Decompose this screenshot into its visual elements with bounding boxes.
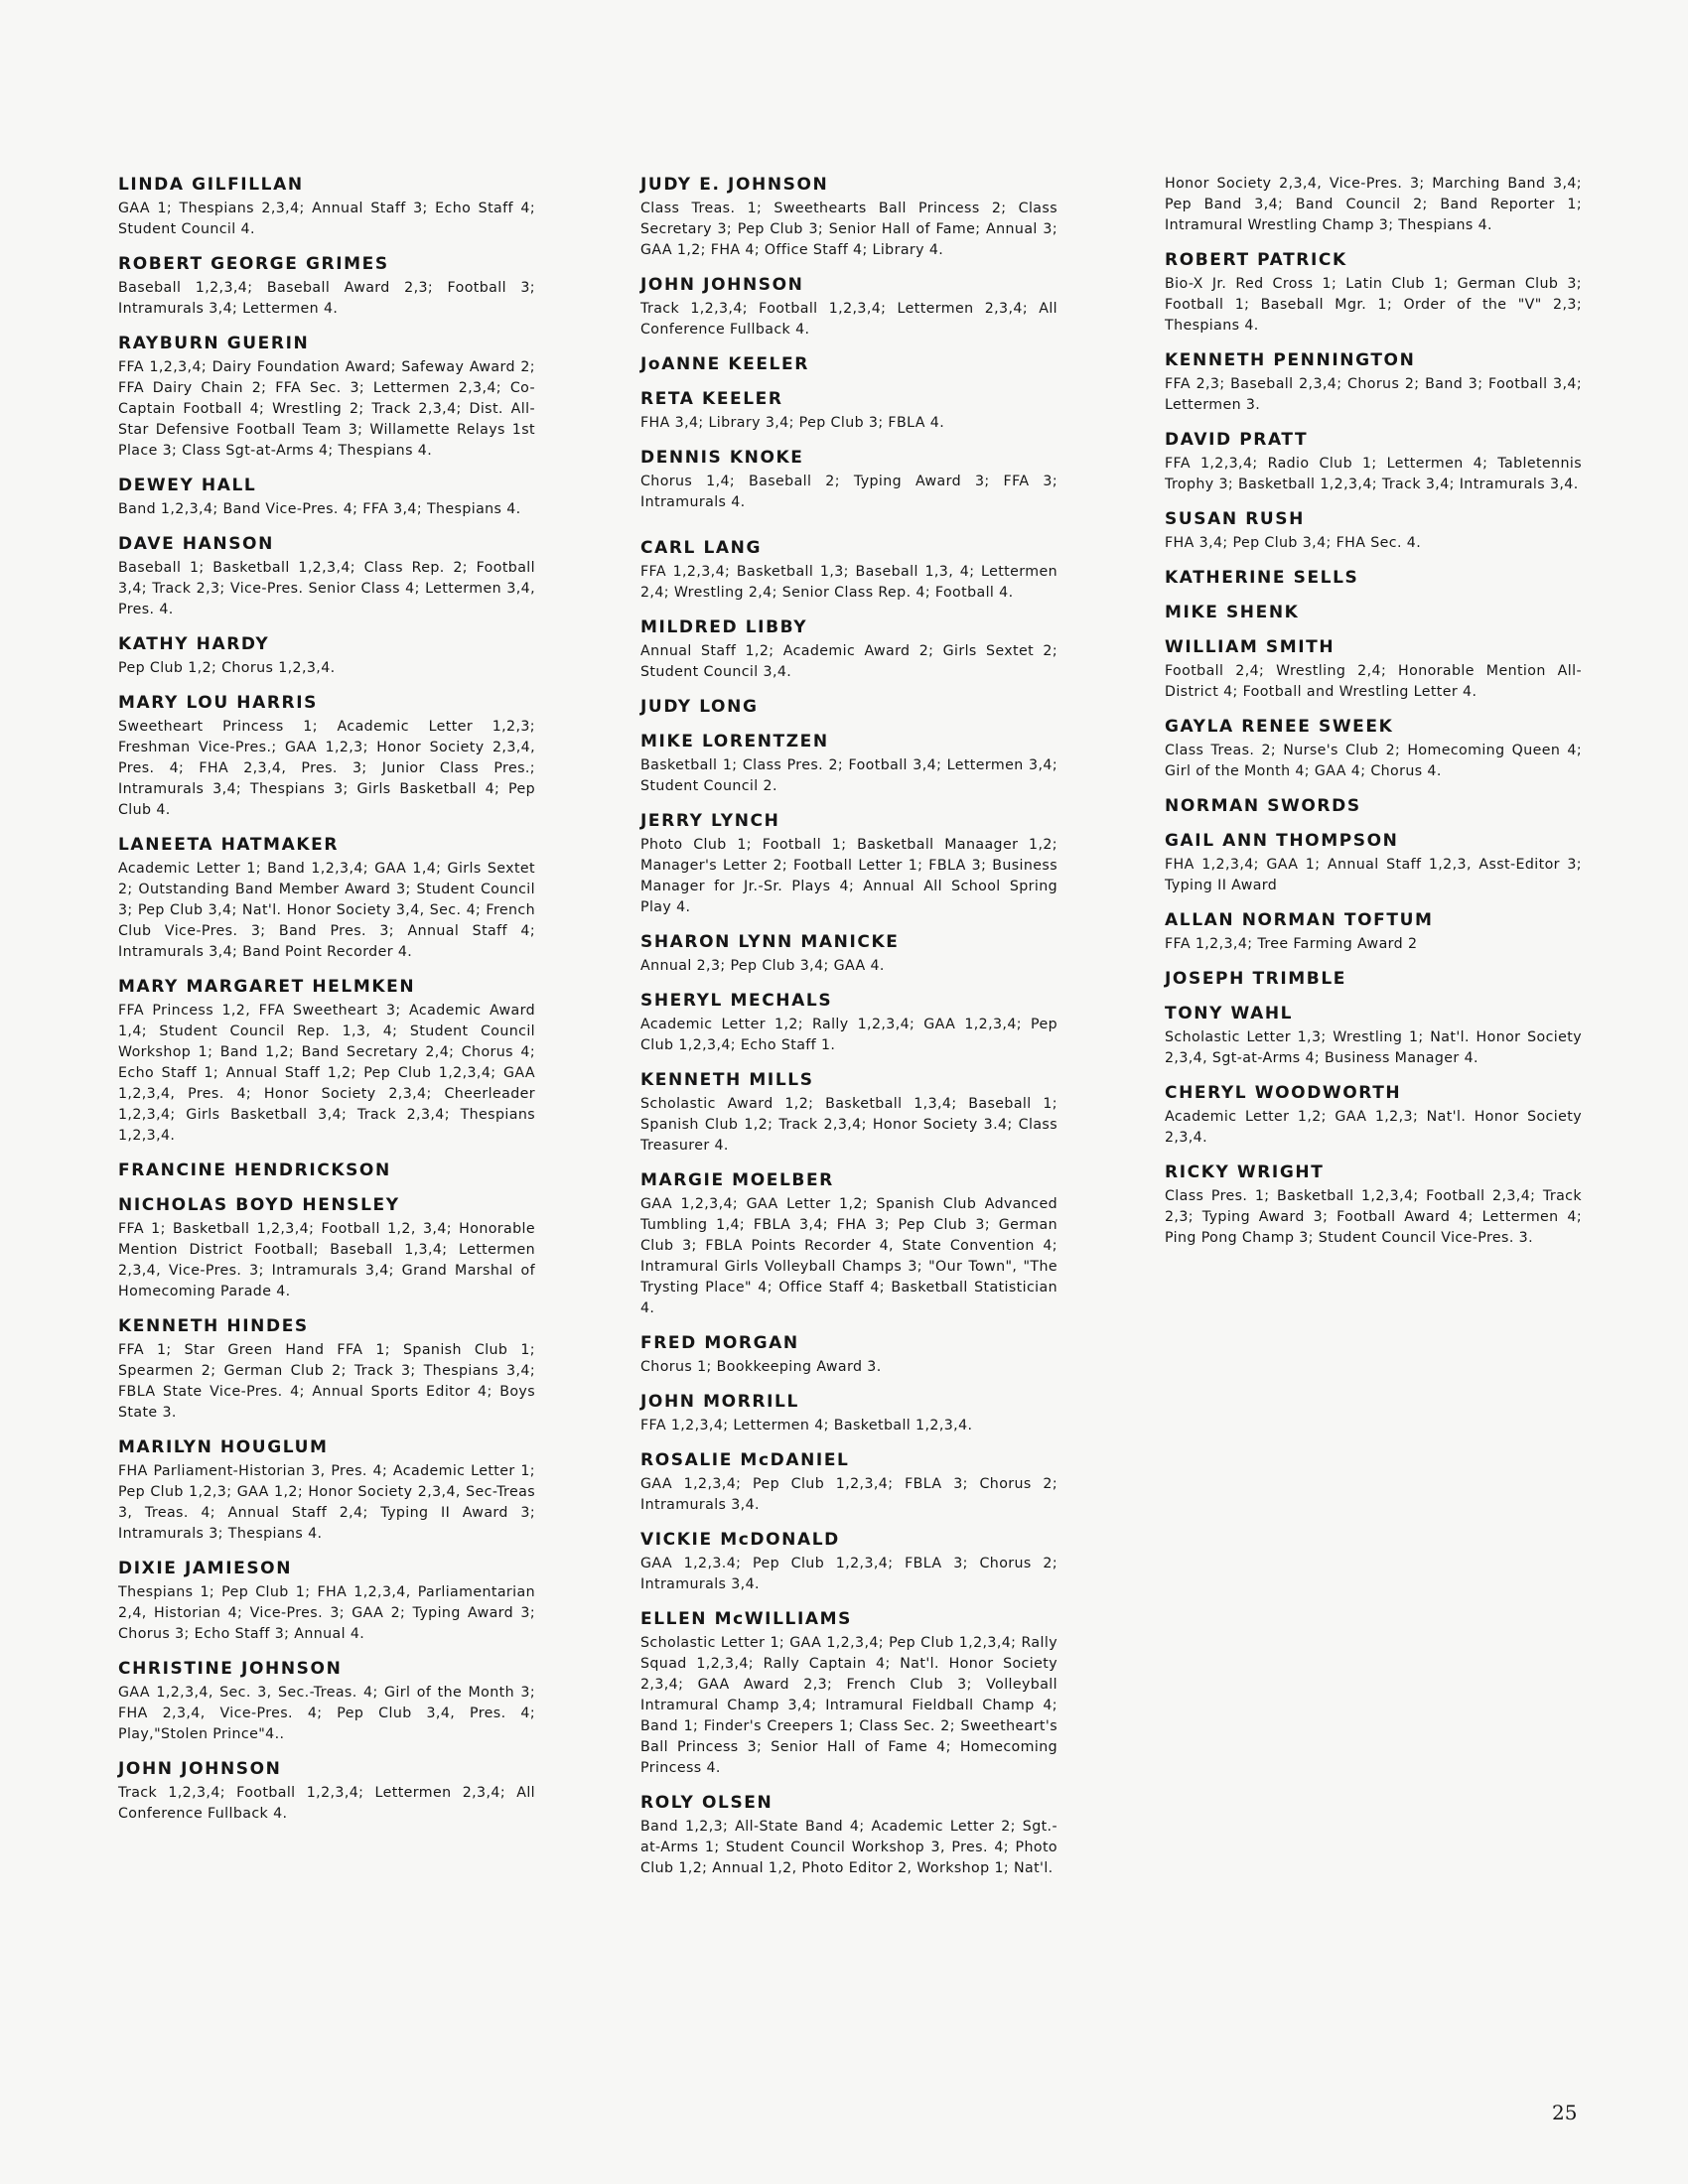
senior-activities: FFA Princess 1,2, FFA Sweetheart 3; Academic Award 1,4; Student Council Rep. 1,3, 4; Student Council Workshop 1; Band 1,2; Band Secretary 2,4; Chorus 4; Echo Staff 1; Annual Staff 1,2; Pep Club 1,2,3,4; GAA 1,2,3,4, Pres. 4; Honor Society 2,3,4; Cheerleader 1,2,3,4; Girls Basketball 3,4; Track 2,3,4; Thespians 1,2,3,4.: [118, 1003, 535, 1144]
senior-entry: [640, 810, 1057, 918]
senior-entry: [118, 1315, 535, 1424]
senior-activities: Track 1,2,3,4; Football 1,2,3,4; Lettermen 2,3,4; All Conference Fullback 4.: [118, 1785, 535, 1822]
senior-activities: Pep Club 1,2; Chorus 1,2,3,4.: [118, 660, 336, 676]
senior-name: JUDY E. JOHNSON: [640, 175, 829, 195]
senior-activities: GAA 1,2,3,4; Pep Club 1,2,3,4; FBLA 3; Chorus 2; Intramurals 3,4.: [640, 1476, 1057, 1513]
senior-name: JOHN JOHNSON: [640, 275, 804, 295]
senior-activities: GAA 1,2,3,4; GAA Letter 1,2; Spanish Club Advanced Tumbling 1,4; FBLA 3,4; FHA 3; Pep Club 3; German Club 3; FBLA Points Recorder 4, State Convention 4; Intramural Girls Volleyball Champs 3; "Our Town", "The Trysting Place" 4; Office Staff 4; Basketball Statistician 4.: [640, 1196, 1057, 1316]
senior-entry: [640, 353, 1057, 375]
senior-entry: [640, 1608, 1057, 1779]
senior-activities: FFA 2,3; Baseball 2,3,4; Chorus 2; Band 3; Football 3,4; Lettermen 3.: [1165, 376, 1582, 413]
senior-name: ELLEN McWILLIAMS: [640, 1609, 853, 1629]
senior-name: JoANNE KEELER: [640, 354, 809, 374]
senior-activities: Photo Club 1; Football 1; Basketball Manaager 1,2; Manager's Letter 2; Football Letter 1; FBLA 3; Business Manager for Jr.-Sr. Plays 4; Annual All School Spring Play 4.: [640, 837, 1057, 915]
senior-name: FRANCINE HENDRICKSON: [118, 1160, 391, 1180]
senior-entry: [118, 976, 535, 1147]
senior-name: MARGIE MOELBER: [640, 1170, 834, 1190]
senior-name: KATHERINE SELLS: [1165, 568, 1359, 588]
senior-activities: Basketball 1; Class Pres. 2; Football 3,4; Lettermen 3,4; Student Council 2.: [640, 757, 1057, 794]
senior-entry: [118, 1658, 535, 1745]
senior-activities: Class Treas. 2; Nurse's Club 2; Homecoming Queen 4; Girl of the Month 4; GAA 4; Chorus 4.: [1165, 743, 1582, 779]
senior-entry: [640, 537, 1057, 604]
senior-name: JOSEPH TRIMBLE: [1165, 969, 1346, 989]
senior-activities: FFA 1,2,3,4; Radio Club 1; Lettermen 4; Tabletennis Trophy 3; Basketball 1,2,3,4; Track 3,4; Intramurals 3,4.: [1165, 456, 1582, 492]
senior-entry: [118, 692, 535, 821]
senior-name: DAVID PRATT: [1165, 430, 1309, 450]
senior-name: MARY LOU HARRIS: [118, 693, 318, 713]
senior-activities: Class Treas. 1; Sweethearts Ball Princess 2; Class Secretary 3; Pep Club 3; Senior Hall of Fame; Annual 3; GAA 1,2; FHA 4; Office Staff 4; Library 4.: [640, 201, 1057, 258]
senior-activities: Scholastic Award 1,2; Basketball 1,3,4; Baseball 1; Spanish Club 1,2; Track 2,3,4; Honor Society 3.4; Class Treasurer 4.: [640, 1096, 1057, 1154]
senior-name: WILLIAM SMITH: [1165, 637, 1336, 657]
senior-entry: [640, 1529, 1057, 1595]
senior-activities: GAA 1,2,3.4; Pep Club 1,2,3,4; FBLA 3; Chorus 2; Intramurals 3,4.: [640, 1556, 1057, 1592]
senior-name: GAYLA RENEE SWEEK: [1165, 717, 1394, 737]
senior-activities: Football 2,4; Wrestling 2,4; Honorable Mention All-District 4; Football and Wrestling Letter 4.: [1165, 663, 1582, 700]
senior-entry: [640, 1069, 1057, 1157]
senior-column-1: [118, 174, 535, 1838]
senior-name: RICKY WRIGHT: [1165, 1162, 1325, 1182]
senior-entry: [1165, 1082, 1582, 1149]
senior-entry: [640, 1169, 1057, 1319]
senior-entry: [1165, 716, 1582, 782]
senior-name: ALLAN NORMAN TOFTUM: [1165, 910, 1434, 930]
senior-activities: FHA 3,4; Library 3,4; Pep Club 3; FBLA 4.: [640, 415, 945, 431]
senior-activities: Annual 2,3; Pep Club 3,4; GAA 4.: [640, 958, 885, 974]
senior-activities: FHA Parliament-Historian 3, Pres. 4; Academic Letter 1; Pep Club 1,2,3; GAA 1,2; Honor Society 2,3,4, Sec-Treas 3, Treas. 4; Annual Staff 2,4; Typing II Award 3; Intramurals 3; Thespians 4.: [118, 1463, 535, 1542]
senior-entry: [1165, 909, 1582, 955]
senior-entry: [1165, 508, 1582, 554]
senior-name: GAIL ANN THOMPSON: [1165, 831, 1399, 851]
senior-entry: [1165, 1161, 1582, 1249]
senior-entry: [118, 333, 535, 462]
senior-entry: [640, 696, 1057, 718]
senior-activities: Sweetheart Princess 1; Academic Letter 1,2,3; Freshman Vice-Pres.; GAA 1,2,3; Honor Society 2,3,4, Pres. 4; FHA 2,3,4, Pres. 3; Junior Class Pres.; Intramurals 3,4; Thespians 3; Girls Basketball 4; Pep Club 4.: [118, 719, 535, 818]
senior-column-2: [640, 174, 1057, 1892]
senior-name: RETA KEELER: [640, 389, 783, 409]
senior-name: KATHY HARDY: [118, 634, 270, 654]
senior-name: JUDY LONG: [640, 697, 759, 717]
senior-activities: FFA 1; Basketball 1,2,3,4; Football 1,2, 3,4; Honorable Mention District Football; Baseball 1,3,4; Lettermen 2,3,4, Vice-Pres. 3; Intramurals 3,4; Grand Marshal of Homecoming Parade 4.: [118, 1221, 535, 1299]
senior-entry: [118, 1160, 535, 1181]
senior-entry: [1165, 174, 1582, 236]
senior-entry: [640, 931, 1057, 977]
senior-name: DENNIS KNOKE: [640, 448, 804, 468]
senior-name: CHERYL WOODWORTH: [1165, 1083, 1402, 1103]
senior-activities: FFA 1; Star Green Hand FFA 1; Spanish Club 1; Spearmen 2; German Club 2; Track 3; Thespians 3,4; FBLA State Vice-Pres. 4; Annual Sports Editor 4; Boys State 3.: [118, 1342, 535, 1421]
senior-entry: [118, 253, 535, 320]
senior-entry: [640, 731, 1057, 797]
senior-activities: Bio-X Jr. Red Cross 1; Latin Club 1; German Club 3; Football 1; Baseball Mgr. 1; Order of the "V" 2,3; Thespians 4.: [1165, 276, 1582, 334]
senior-activities: Baseball 1; Basketball 1,2,3,4; Class Rep. 2; Football 3,4; Track 2,3; Vice-Pres. Senior Class 4; Lettermen 3,4, Pres. 4.: [118, 560, 535, 617]
senior-activities: Annual Staff 1,2; Academic Award 2; Girls Sextet 2; Student Council 3,4.: [640, 643, 1057, 680]
senior-name: SHERYL MECHALS: [640, 991, 833, 1011]
senior-name: MIKE LORENTZEN: [640, 732, 829, 751]
senior-name: KENNETH MILLS: [640, 1070, 814, 1090]
senior-entry: [118, 533, 535, 620]
senior-entry: [1165, 830, 1582, 896]
senior-entry: [118, 1558, 535, 1645]
senior-entry: [118, 1436, 535, 1545]
senior-name: MARY MARGARET HELMKEN: [118, 977, 416, 997]
senior-entry: [640, 274, 1057, 341]
senior-activities: FFA 1,2,3,4; Lettermen 4; Basketball 1,2,3,4.: [640, 1418, 973, 1433]
senior-activities: Class Pres. 1; Basketball 1,2,3,4; Football 2,3,4; Track 2,3; Typing Award 3; Football Award 4; Lettermen 4; Ping Pong Champ 3; Student Council Vice-Pres. 3.: [1165, 1188, 1582, 1246]
senior-activities: Academic Letter 1; Band 1,2,3,4; GAA 1,4; Girls Sextet 2; Outstanding Band Member Award 3; Student Council 3; Pep Club 3,4; Nat'l. Honor Society 3,4, Sec. 4; French Club Vice-Pres. 3; Band Pres. 3; Annual Staff 4; Intramurals 3,4; Band Point Recorder 4.: [118, 861, 535, 960]
senior-activities: Band 1,2,3; All-State Band 4; Academic Letter 2; Sgt.-at-Arms 1; Student Council Workshop 3, Pres. 4; Photo Club 1,2; Annual 1,2, Photo Editor 2, Workshop 1; Nat'l.: [640, 1819, 1057, 1876]
senior-name: LANEETA HATMAKER: [118, 835, 340, 855]
senior-activities: Band 1,2,3,4; Band Vice-Pres. 4; FFA 3,4; Thespians 4.: [118, 501, 521, 517]
senior-name: ROBERT GEORGE GRIMES: [118, 254, 389, 274]
senior-name: FRED MORGAN: [640, 1333, 799, 1353]
senior-activities: Chorus 1,4; Baseball 2; Typing Award 3; FFA 3; Intramurals 4.: [640, 474, 1057, 510]
senior-activities: Thespians 1; Pep Club 1; FHA 1,2,3,4, Parliamentarian 2,4, Historian 4; Vice-Pres. 3; GAA 2; Typing Award 3; Chorus 3; Echo Staff 3; Annual 4.: [118, 1584, 535, 1642]
senior-name: JOHN MORRILL: [640, 1392, 799, 1412]
senior-entry: [640, 1792, 1057, 1879]
senior-activities: FFA 1,2,3,4; Basketball 1,3; Baseball 1,3, 4; Lettermen 2,4; Wrestling 2,4; Senior Class Rep. 4; Football 4.: [640, 564, 1057, 601]
senior-name: DIXIE JAMIESON: [118, 1559, 293, 1578]
senior-entry: [1165, 249, 1582, 337]
senior-name: ROLY OLSEN: [640, 1793, 774, 1813]
senior-entry: [640, 1332, 1057, 1378]
senior-name: SUSAN RUSH: [1165, 509, 1305, 529]
senior-name: KENNETH PENNINGTON: [1165, 350, 1416, 370]
senior-name: TONY WAHL: [1165, 1004, 1294, 1024]
senior-activities: FHA 3,4; Pep Club 3,4; FHA Sec. 4.: [1165, 535, 1422, 551]
senior-entry: [1165, 968, 1582, 990]
senior-entry: [1165, 567, 1582, 589]
senior-activities: FFA 1,2,3,4; Dairy Foundation Award; Safeway Award 2; FFA Dairy Chain 2; FFA Sec. 3; Lettermen 2,3,4; Co-Captain Football 4; Wrestling 2; Track 2,3,4; Dist. All-Star Defensive Football Team 3; Willamette Relays 1st Place 3; Class Sgt-at-Arms 4; Thespians 4.: [118, 359, 535, 459]
page-number: 25: [1552, 2101, 1578, 2124]
senior-activities: Chorus 1; Bookkeeping Award 3.: [640, 1359, 882, 1375]
senior-name: NORMAN SWORDS: [1165, 796, 1361, 816]
senior-activities: Scholastic Letter 1,3; Wrestling 1; Nat'l. Honor Society 2,3,4, Sgt-at-Arms 4; Business Manager 4.: [1165, 1029, 1582, 1066]
senior-activities: Baseball 1,2,3,4; Baseball Award 2,3; Football 3; Intramurals 3,4; Lettermen 4.: [118, 280, 535, 317]
senior-name: NICHOLAS BOYD HENSLEY: [118, 1195, 400, 1215]
senior-name: MILDRED LIBBY: [640, 617, 808, 637]
senior-name: JERRY LYNCH: [640, 811, 780, 831]
senior-activities: Academic Letter 1,2; Rally 1,2,3,4; GAA 1,2,3,4; Pep Club 1,2,3,4; Echo Staff 1.: [640, 1017, 1057, 1053]
senior-entry: [118, 1194, 535, 1302]
senior-activities: Scholastic Letter 1; GAA 1,2,3,4; Pep Club 1,2,3,4; Rally Squad 1,2,3,4; Rally Captain 4; Nat'l. Honor Society 2,3,4; GAA Award 2,3; French Club 3; Volleyball Intramural Champ 3,4; Intramural Fieldball Champ 4; Band 1; Finder's Creepers 1; Class Sec. 2; Sweetheart's Ball Princess 3; Senior Hall of Fame 4; Homecoming Princess 4.: [640, 1635, 1057, 1776]
senior-name: MIKE SHENK: [1165, 603, 1300, 622]
senior-entry: [1165, 602, 1582, 623]
senior-activities: GAA 1; Thespians 2,3,4; Annual Staff 3; Echo Staff 4; Student Council 4.: [118, 201, 535, 237]
senior-entry: [1165, 1003, 1582, 1069]
senior-name: MARILYN HOUGLUM: [118, 1437, 329, 1457]
senior-activities: Honor Society 2,3,4, Vice-Pres. 3; Marching Band 3,4; Pep Band 3,4; Band Council 2; Band Reporter 1; Intramural Wrestling Champ 3; Thespians 4.: [1165, 176, 1582, 233]
senior-name: JOHN JOHNSON: [118, 1759, 282, 1779]
senior-entry: [118, 633, 535, 679]
senior-name: KENNETH HINDES: [118, 1316, 309, 1336]
senior-entry: [1165, 349, 1582, 416]
senior-name: SHARON LYNN MANICKE: [640, 932, 900, 952]
senior-entry: [640, 616, 1057, 683]
senior-activities: FHA 1,2,3,4; GAA 1; Annual Staff 1,2,3, Asst-Editor 3; Typing II Award: [1165, 857, 1582, 893]
senior-activities: Academic Letter 1,2; GAA 1,2,3; Nat'l. Honor Society 2,3,4.: [1165, 1109, 1582, 1146]
senior-entry: [640, 388, 1057, 434]
senior-activities: FFA 1,2,3,4; Tree Farming Award 2: [1165, 936, 1418, 952]
senior-name: DAVE HANSON: [118, 534, 274, 554]
senior-name: CARL LANG: [640, 538, 763, 558]
senior-entry: [1165, 636, 1582, 703]
senior-entry: [1165, 429, 1582, 495]
senior-entry: [118, 834, 535, 963]
senior-name: ROBERT PATRICK: [1165, 250, 1347, 270]
senior-entry: [640, 447, 1057, 513]
senior-entry: [118, 1758, 535, 1825]
senior-name: LINDA GILFILLAN: [118, 175, 304, 195]
senior-activities: GAA 1,2,3,4, Sec. 3, Sec.-Treas. 4; Girl of the Month 3; FHA 2,3,4, Vice-Pres. 4; Pep Club 3,4, Pres. 4; Play,"Stolen Prince"4..: [118, 1685, 535, 1742]
senior-name: ROSALIE McDANIEL: [640, 1450, 850, 1470]
senior-entry: [640, 990, 1057, 1056]
senior-entry: [118, 475, 535, 520]
senior-activities: Track 1,2,3,4; Football 1,2,3,4; Lettermen 2,3,4; All Conference Fullback 4.: [640, 301, 1057, 338]
senior-entry: [1165, 795, 1582, 817]
senior-entry: [640, 174, 1057, 261]
senior-column-3: [1165, 174, 1582, 1262]
senior-entry: [640, 1449, 1057, 1516]
senior-entry: [640, 1391, 1057, 1436]
senior-name: RAYBURN GUERIN: [118, 334, 310, 353]
senior-name: VICKIE McDONALD: [640, 1530, 840, 1550]
senior-name: DEWEY HALL: [118, 476, 257, 495]
senior-entry: [118, 174, 535, 240]
senior-name: CHRISTINE JOHNSON: [118, 1659, 343, 1679]
